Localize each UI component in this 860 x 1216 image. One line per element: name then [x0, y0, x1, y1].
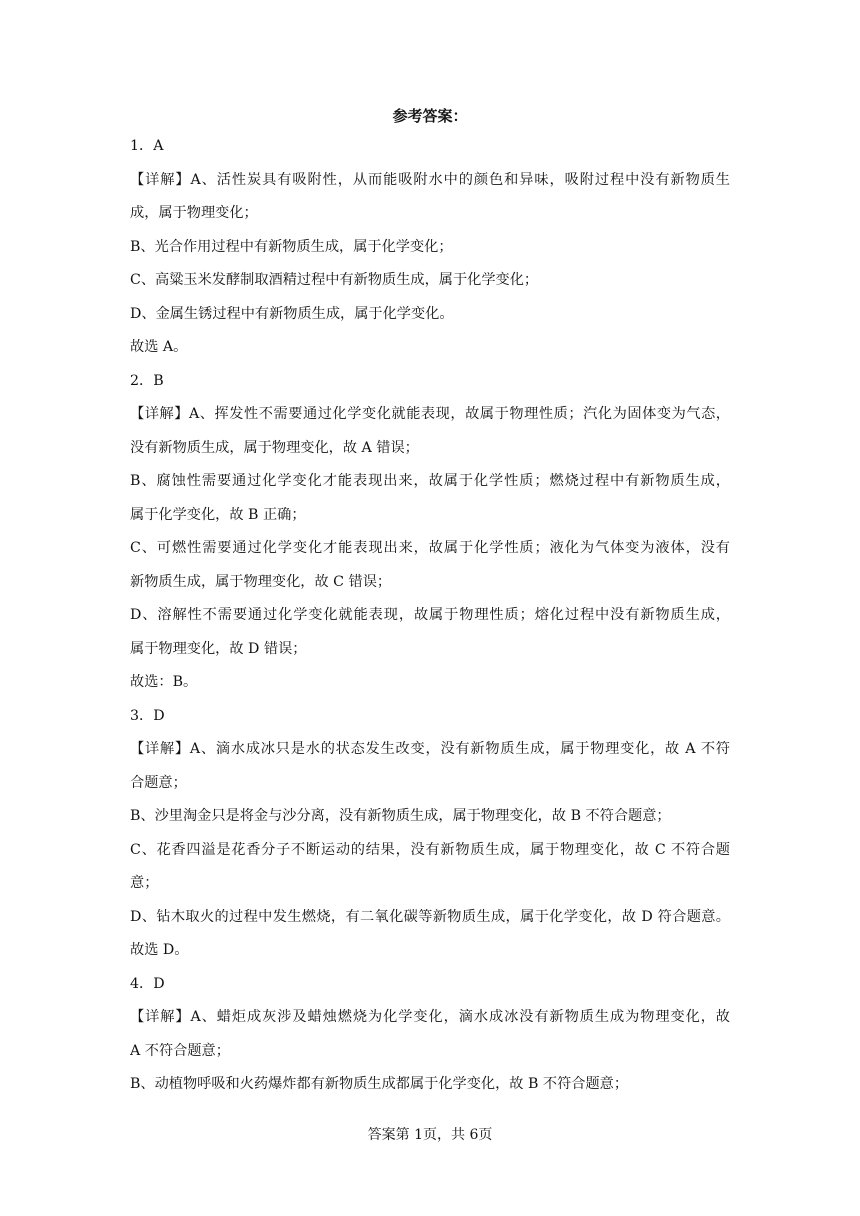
text-line: C、高粱玉米发酵制取酒精过程中有新物质生成，属于化学变化； — [130, 272, 539, 288]
text-line: 4．D — [130, 975, 165, 992]
text-line: 3．D — [130, 707, 165, 724]
text-line: 故选 A。 — [130, 339, 188, 355]
text-line: 【详解】A、蜡炬成灰涉及蜡烛燃烧为化学变化，滴水成冰没有新物质生成为物理变化，故 — [130, 1009, 730, 1025]
text-line: B、动植物呼吸和火药爆炸都有新物质生成都属于化学变化，故 B 不符合题意； — [130, 1076, 629, 1092]
text-line: 意； — [130, 875, 159, 891]
text-line: 【详解】A、滴水成冰只是水的状态发生改变，没有新物质生成，属于物理变化，故 A 不符 — [130, 741, 730, 757]
text-line: 新物质生成，属于物理变化，故 C 错误； — [130, 573, 392, 590]
text-line: C、可燃性需要通过化学变化才能表现出来，故属于化学性质；液化为气体变为液体，没有 — [130, 540, 730, 556]
text-line: 没有新物质生成，属于物理变化，故 A 错误； — [130, 439, 419, 456]
text-line: D、金属生锈过程中有新物质生成，属于化学变化。 — [130, 305, 454, 322]
text-line: 【详解】A、挥发性不需要通过化学变化就能表现，故属于物理性质；汽化为固体变为气态， — [130, 406, 730, 422]
text-line: C、花香四溢是花香分子不断运动的结果，没有新物质生成，属于物理变化，故 C 不符合题 — [130, 841, 730, 858]
page-footer: 答案第 1页，共 6页 — [367, 1127, 493, 1143]
text-line: 属于化学变化，故 B 正确； — [130, 506, 306, 523]
text-line: B、腐蚀性需要通过化学变化才能表现出来，故属于化学性质；燃烧过程中有新物质生成， — [130, 473, 730, 489]
text-line: 故选：B。 — [130, 674, 198, 690]
text-line: D、钻木取火的过程中发生燃烧，有二氧化碳等新物质生成，属于化学变化，故 D 符合题意。 — [130, 908, 730, 925]
page-title: 参考答案： — [392, 107, 468, 125]
text-line: 故选 D。 — [130, 942, 189, 958]
text-line: B、光合作用过程中有新物质生成，属于化学变化； — [130, 238, 453, 255]
text-line: B、沙里淘金只是将金与沙分离，没有新物质生成，属于物理变化，故 B 不符合题意； — [130, 808, 671, 824]
text-line: D、溶解性不需要通过化学变化就能表现，故属于物理性质；熔化过程中没有新物质生成， — [130, 607, 730, 623]
text-line: A 不符合题意； — [130, 1042, 230, 1059]
text-line: 成，属于物理变化； — [130, 205, 258, 221]
text-line: 1．A — [130, 138, 164, 154]
text-line: 2．B — [130, 372, 164, 389]
text-line: 合题意； — [130, 774, 187, 791]
text-line: 【详解】A、活性炭具有吸附性，从而能吸附水中的颜色和异味，吸附过程中没有新物质生 — [130, 171, 730, 188]
answer-content — [130, 130, 730, 1102]
text-line: 属于物理变化，故 D 错误； — [130, 640, 307, 657]
